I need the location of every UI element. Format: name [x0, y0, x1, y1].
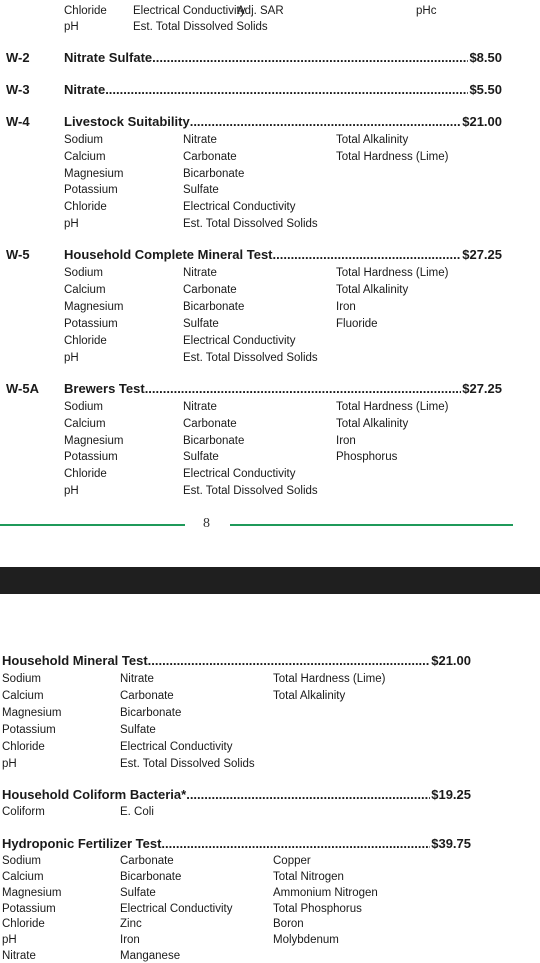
list-item: Carbonate: [183, 151, 237, 163]
list-item: Bicarbonate: [183, 301, 245, 313]
list-item: pH: [64, 485, 79, 497]
fragment-item: Chloride: [64, 5, 107, 17]
list-item: Electrical Conductivity: [183, 201, 296, 213]
list-item: Total Alkalinity: [336, 134, 409, 146]
list-item: Total Alkalinity: [336, 418, 409, 430]
list-item: Potassium: [2, 903, 56, 915]
test-title: Household Complete Mineral Test: [64, 247, 273, 262]
list-item: Copper: [273, 855, 311, 867]
list-item: Potassium: [64, 318, 118, 330]
list-item: Iron: [120, 934, 140, 946]
test-price: $39.75: [431, 836, 471, 851]
test-code: W-5: [6, 247, 30, 262]
list-item: Phosphorus: [336, 451, 398, 463]
fragment-item: Adj. SAR: [237, 5, 284, 17]
list-item: Electrical Conductivity: [120, 903, 233, 915]
list-item: Sulfate: [120, 887, 156, 899]
list-item: Molybdenum: [273, 934, 339, 946]
leader-dots: [105, 82, 468, 97]
list-item: Carbonate: [183, 284, 237, 296]
list-item: Total Nitrogen: [273, 871, 344, 883]
list-item: Electrical Conductivity: [120, 741, 233, 753]
leader-dots: [148, 653, 431, 668]
list-item: Iron: [336, 301, 356, 313]
list-item: Nitrate: [183, 267, 217, 279]
list-item: Iron: [336, 435, 356, 447]
list-item: Carbonate: [120, 690, 174, 702]
list-item: Nitrate: [183, 134, 217, 146]
leader-dots: [190, 114, 462, 129]
list-item: Chloride: [64, 468, 107, 480]
list-item: pH: [2, 758, 17, 770]
list-item: Ammonium Nitrogen: [273, 887, 378, 899]
footer-rule-right: [230, 524, 513, 526]
list-item: Total Hardness (Lime): [336, 401, 449, 413]
list-item: Sodium: [64, 267, 103, 279]
leader-dots: [186, 787, 430, 802]
test-price: $19.25: [431, 787, 471, 802]
leader-dots: [145, 381, 462, 396]
list-item: Total Hardness (Lime): [336, 151, 449, 163]
test-title: Household Mineral Test: [2, 653, 148, 668]
list-item: Magnesium: [64, 435, 124, 447]
list-item: Total Hardness (Lime): [336, 267, 449, 279]
leader-dots: [161, 836, 430, 851]
list-item: Carbonate: [120, 855, 174, 867]
test-title-line: [64, 50, 502, 65]
list-item: Sulfate: [120, 724, 156, 736]
list-item: Chloride: [64, 201, 107, 213]
list-item: Zinc: [120, 918, 142, 930]
list-item: Calcium: [64, 418, 106, 430]
test-title: Livestock Suitability: [64, 114, 190, 129]
list-item: Potassium: [2, 724, 56, 736]
list-item: Nitrate: [2, 950, 36, 962]
list-item: Sulfate: [183, 318, 219, 330]
list-item: Total Phosphorus: [273, 903, 362, 915]
list-item: Sodium: [64, 134, 103, 146]
test-title: Nitrate Sulfate: [64, 50, 153, 65]
test-code: W-4: [6, 114, 30, 129]
test-code: W-3: [6, 82, 30, 97]
list-item: Total Hardness (Lime): [273, 673, 386, 685]
test-title-line: [2, 836, 471, 851]
test-price: $27.25: [462, 381, 502, 396]
list-item: Carbonate: [183, 418, 237, 430]
list-item: Electrical Conductivity: [183, 468, 296, 480]
list-item: Sulfate: [183, 451, 219, 463]
list-item: Potassium: [64, 184, 118, 196]
leader-dots: [273, 247, 462, 262]
list-item: Est. Total Dissolved Solids: [120, 758, 255, 770]
list-item: E. Coli: [120, 806, 154, 818]
page-number: 8: [203, 516, 210, 531]
list-item: Coliform: [2, 806, 45, 818]
list-item: Sulfate: [183, 184, 219, 196]
list-item: Chloride: [2, 741, 45, 753]
list-item: Calcium: [64, 151, 106, 163]
test-title-line: [64, 381, 502, 396]
fragment-item: Est. Total Dissolved Solids: [133, 21, 268, 33]
test-price: $5.50: [469, 82, 502, 97]
list-item: Est. Total Dissolved Solids: [183, 218, 318, 230]
test-code: W-5A: [6, 381, 39, 396]
fragment-item: pHc: [416, 5, 437, 17]
test-price: $21.00: [431, 653, 471, 668]
footer-rule-left: [0, 524, 185, 526]
test-price: $21.00: [462, 114, 502, 129]
list-item: Est. Total Dissolved Solids: [183, 485, 318, 497]
test-title-line: [2, 653, 471, 668]
fragment-item: pH: [64, 21, 79, 33]
test-title: Nitrate: [64, 82, 106, 97]
test-title-line: [64, 247, 502, 262]
list-item: Est. Total Dissolved Solids: [183, 352, 318, 364]
list-item: Magnesium: [2, 887, 62, 899]
list-item: Manganese: [120, 950, 181, 962]
list-item: Magnesium: [64, 301, 124, 313]
test-title-line: [2, 787, 471, 802]
list-item: Potassium: [64, 451, 118, 463]
list-item: pH: [64, 218, 79, 230]
list-item: Bicarbonate: [120, 707, 182, 719]
list-item: pH: [2, 934, 17, 946]
list-item: Electrical Conductivity: [183, 335, 296, 347]
list-item: Sodium: [2, 673, 41, 685]
list-item: Bicarbonate: [183, 435, 245, 447]
list-item: Magnesium: [2, 707, 62, 719]
list-item: Sodium: [64, 401, 103, 413]
list-item: Chloride: [2, 918, 45, 930]
list-item: Nitrate: [120, 673, 154, 685]
list-item: Calcium: [2, 871, 44, 883]
test-code: W-2: [6, 50, 30, 65]
test-price: $27.25: [462, 247, 502, 262]
list-item: Calcium: [2, 690, 44, 702]
leader-dots: [152, 50, 468, 65]
list-item: Fluoride: [336, 318, 378, 330]
list-item: Bicarbonate: [183, 168, 245, 180]
test-title-line: [64, 114, 502, 129]
list-item: Boron: [273, 918, 304, 930]
list-item: Bicarbonate: [120, 871, 182, 883]
test-title: Brewers Test: [64, 381, 145, 396]
test-title-line: [64, 82, 502, 97]
test-title: Hydroponic Fertilizer Test: [2, 836, 162, 851]
list-item: Calcium: [64, 284, 106, 296]
list-item: pH: [64, 352, 79, 364]
list-item: Chloride: [64, 335, 107, 347]
fragment-item: Electrical Conductivity: [133, 5, 246, 17]
list-item: Nitrate: [183, 401, 217, 413]
list-item: Sodium: [2, 855, 41, 867]
test-title: Household Coliform Bacteria*: [2, 787, 187, 802]
list-item: Total Alkalinity: [273, 690, 346, 702]
page-separator-band: [0, 567, 540, 594]
list-item: Total Alkalinity: [336, 284, 409, 296]
test-price: $8.50: [469, 50, 502, 65]
list-item: Magnesium: [64, 168, 124, 180]
